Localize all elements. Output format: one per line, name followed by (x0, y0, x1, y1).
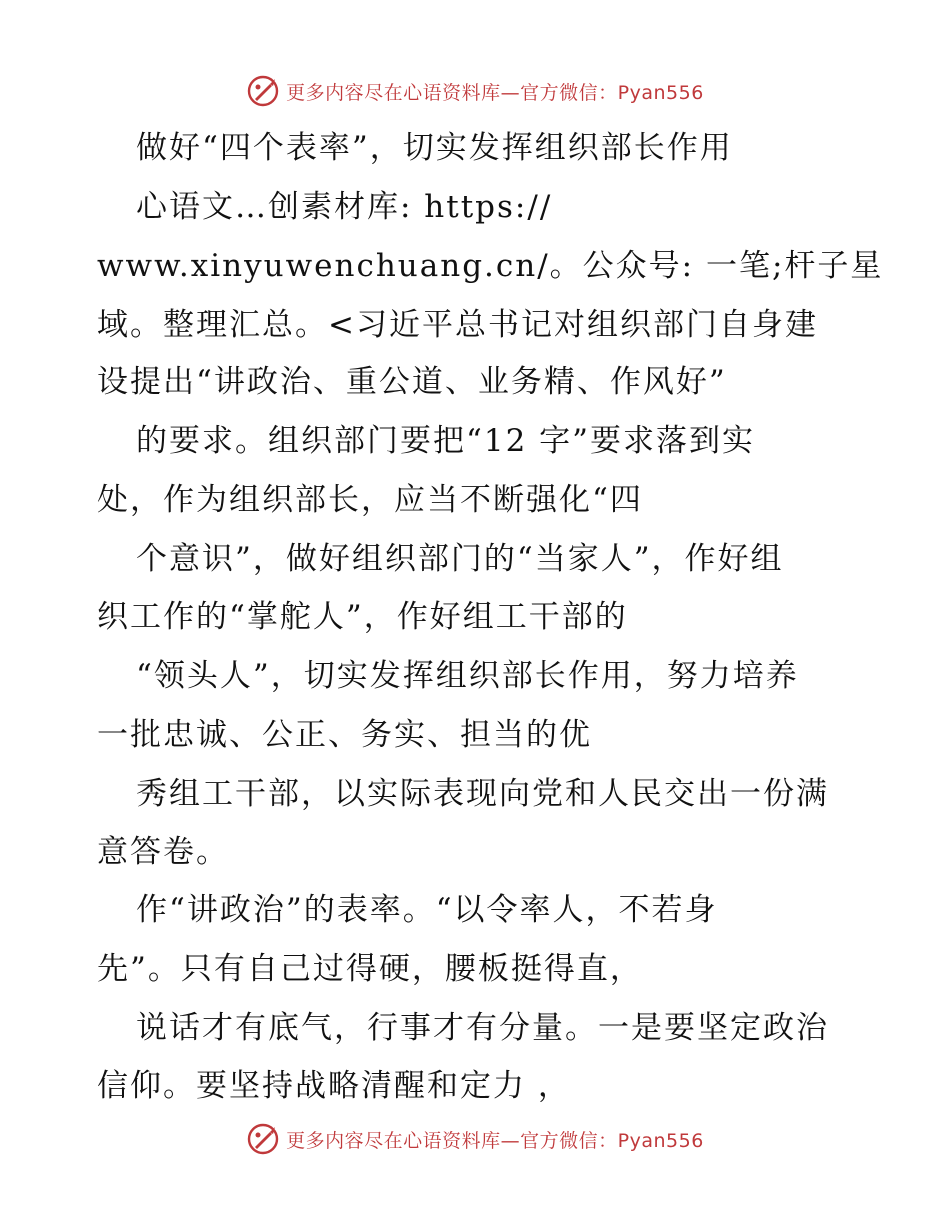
watermark-text: 更多内容尽在心语资料库—官方微信：Pyan556 (286, 81, 704, 104)
watermark-text: 更多内容尽在心语资料库—官方微信：Pyan556 (286, 1129, 704, 1152)
section-heading-line: 作“讲政治”的表率。“以令率人，不若身 (136, 892, 718, 928)
text-line: 处，作为组织部长，应当不断强化“四 (97, 482, 643, 518)
text-line: 信仰。要坚持战略清醒和定力 ， (97, 1068, 571, 1104)
text-line: 域。整理汇总。<习近平总书记对组织部门自身建 (97, 307, 818, 343)
text-line: 一批忠诚、公正、务实、担当的优 (97, 717, 592, 753)
quill-logo-icon (246, 1122, 280, 1156)
text-line: 意答卷。 (97, 834, 229, 870)
text-line: “领头人”，切实发挥组织部长作用，努力培养 (136, 658, 799, 694)
text-line: 的要求。组织部门要把“12 字”要求落到实 (136, 423, 755, 459)
text-line: 先”。只有自己过得硬，腰板挺得直， (97, 951, 643, 987)
text-line: 秀组工干部，以实际表现向党和人民交出一份满 (136, 776, 829, 812)
text-line: 织工作的“掌舵人”，作好组工干部的 (97, 599, 628, 635)
footer-watermark (0, 1119, 950, 1159)
text-line: 说话才有底气，行事才有分量。一是要坚定政治 (136, 1010, 829, 1046)
text-line: www.xinyuwenchuang.cn/。公众号: 一笔;杆子星 (97, 248, 884, 284)
text-line: 个意识”，做好组织部门的“当家人”，作好组 (136, 541, 784, 577)
text-line: 设提出“讲政治、重公道、业务精、作风好” (97, 364, 727, 400)
document-title: 做好“四个表率”，切实发挥组织部长作用 (136, 130, 733, 166)
text-line: 心语文…创素材库: https:// (136, 189, 553, 225)
